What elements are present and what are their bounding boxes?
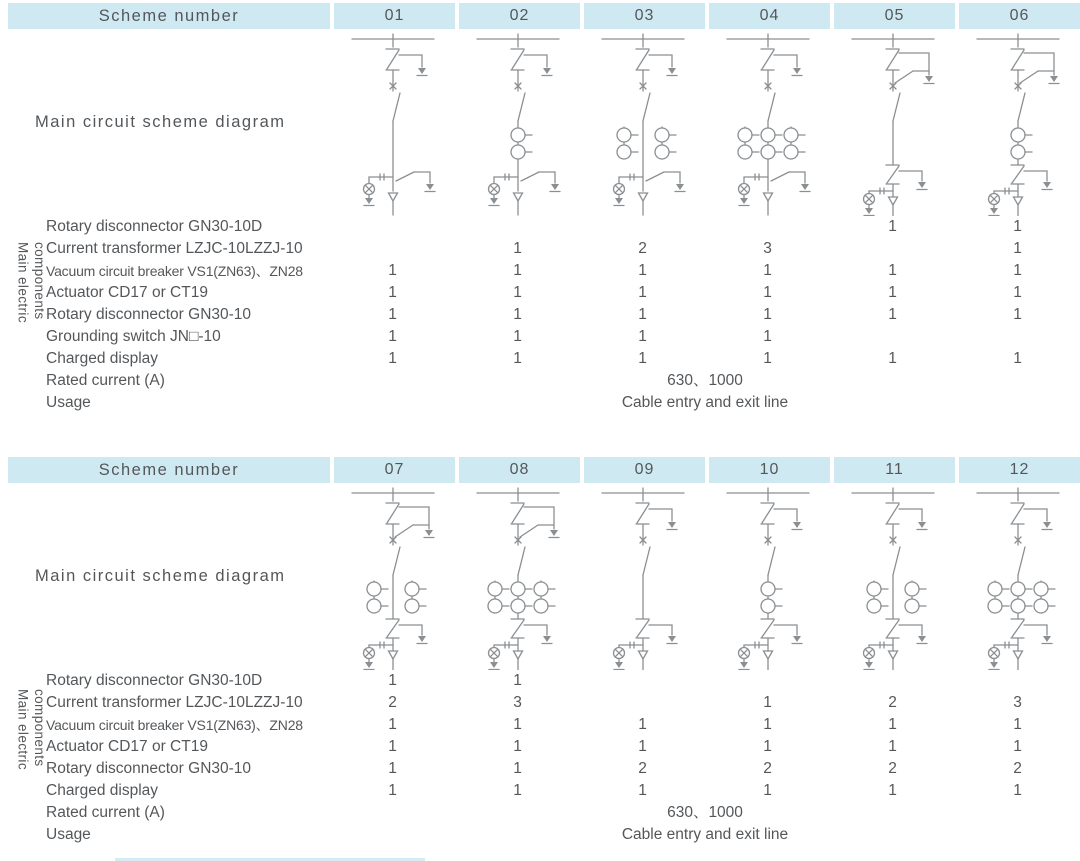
component-count: 1	[763, 716, 772, 733]
main-electric-components-label: Main electric components	[15, 242, 47, 323]
scheme-03-header: 03	[580, 3, 705, 29]
diagram-row-label-cell	[8, 483, 330, 670]
scheme-04-diagram	[705, 29, 830, 216]
component-count: 1	[888, 782, 897, 799]
scheme-10-diagram-cell	[705, 483, 830, 670]
component-count: 2	[888, 694, 897, 711]
component-count: 1	[763, 694, 772, 711]
component-count: 3	[513, 694, 522, 711]
scheme-03-diagram-cell	[580, 29, 705, 216]
component-count: 1	[388, 262, 397, 279]
component-count: 1	[513, 306, 522, 323]
component-count: 1	[1013, 350, 1022, 367]
component-count: 1	[1013, 240, 1022, 257]
component-count: 1	[388, 738, 397, 755]
scheme-12-header: 12	[955, 457, 1080, 483]
scheme-05-diagram-cell	[830, 29, 955, 216]
component-row	[8, 260, 1080, 282]
rated-current-label: Rated current (A)	[46, 372, 165, 389]
rated-current-value: 630、1000	[667, 372, 743, 389]
scheme-01-header: 01	[330, 3, 455, 29]
component-row	[8, 692, 1080, 714]
scheme-01-diagram-cell	[330, 29, 455, 216]
scheme-03-diagram	[580, 29, 705, 216]
component-count: 1	[638, 738, 647, 755]
scheme-07-header: 07	[330, 457, 455, 483]
component-row	[8, 780, 1080, 802]
component-row	[8, 282, 1080, 304]
usage-label: Usage	[46, 394, 91, 411]
scheme-09-header: 09	[580, 457, 705, 483]
scheme-08-diagram	[455, 483, 580, 670]
component-count: 2	[888, 760, 897, 777]
scheme-table-1	[8, 0, 1080, 414]
scheme-08-diagram-cell	[455, 483, 580, 670]
usage-value: Cable entry and exit line	[621, 826, 789, 843]
component-label: Vacuum circuit breaker VS1(ZN63)、ZN28	[46, 717, 303, 733]
usage-value: Cable entry and exit line	[621, 394, 789, 411]
component-count: 1	[513, 760, 522, 777]
usage-row	[8, 392, 1080, 414]
component-count: 1	[888, 262, 897, 279]
component-label: Current transformer LZJC-10LZZJ-10	[46, 694, 303, 711]
component-count: 3	[1013, 694, 1022, 711]
diagram-row	[8, 483, 1080, 670]
main-electric-components-label: Main electric components	[15, 689, 47, 770]
scheme-11-diagram-cell	[830, 483, 955, 670]
scheme-05-header: 05	[830, 3, 955, 29]
component-count: 1	[513, 328, 522, 345]
component-count: 3	[763, 240, 772, 257]
diagram-row-label: Main circuit scheme diagram	[35, 113, 286, 131]
scheme-number-header: Scheme number	[8, 3, 330, 29]
component-count: 2	[763, 760, 772, 777]
component-count	[455, 216, 580, 238]
component-row	[8, 714, 1080, 736]
component-count: 1	[388, 716, 397, 733]
scheme-07-diagram-cell	[330, 483, 455, 670]
rated-current-row	[8, 802, 1080, 824]
component-count: 1	[513, 262, 522, 279]
component-count: 1	[638, 306, 647, 323]
component-count: 1	[763, 306, 772, 323]
usage-label: Usage	[46, 826, 91, 843]
scheme-10-header: 10	[705, 457, 830, 483]
component-count	[955, 670, 1080, 692]
component-count: 1	[388, 350, 397, 367]
component-count	[330, 238, 455, 260]
component-count	[705, 216, 830, 238]
diagram-row-label: Main circuit scheme diagram	[35, 567, 286, 585]
component-count: 1	[513, 284, 522, 301]
component-count: 1	[1013, 262, 1022, 279]
component-count: 1	[388, 328, 397, 345]
component-count: 1	[388, 782, 397, 799]
component-label: Actuator CD17 or CT19	[46, 284, 208, 301]
component-count	[830, 670, 955, 692]
scheme-01-diagram	[330, 29, 455, 216]
scheme-07-diagram	[330, 483, 455, 670]
component-row	[8, 216, 1080, 238]
rated-current-row	[8, 370, 1080, 392]
component-count: 1	[638, 782, 647, 799]
component-label: Rotary disconnector GN30-10	[46, 306, 252, 323]
scheme-table-2	[8, 457, 1080, 846]
component-label: Grounding switch JN□-10	[46, 328, 221, 345]
scheme-09-diagram-cell	[580, 483, 705, 670]
component-count	[580, 216, 705, 238]
component-count: 1	[888, 738, 897, 755]
component-count: 1	[888, 218, 897, 235]
scheme-05-diagram	[830, 29, 955, 216]
scheme-06-header: 06	[955, 3, 1080, 29]
scheme-02-diagram-cell	[455, 29, 580, 216]
component-label: Charged display	[46, 782, 159, 799]
component-count: 1	[638, 262, 647, 279]
component-count: 1	[513, 350, 522, 367]
component-count: 1	[763, 328, 772, 345]
scheme-06-diagram-cell	[955, 29, 1080, 216]
component-count: 1	[513, 240, 522, 257]
component-count: 1	[1013, 716, 1022, 733]
scheme-11-header: 11	[830, 457, 955, 483]
component-count: 1	[1013, 782, 1022, 799]
component-count: 1	[888, 306, 897, 323]
component-count: 1	[1013, 306, 1022, 323]
component-row	[8, 736, 1080, 758]
component-count: 1	[888, 284, 897, 301]
scheme-12-diagram	[955, 483, 1080, 670]
component-count: 1	[888, 350, 897, 367]
usage-row	[8, 824, 1080, 846]
component-count: 1	[388, 760, 397, 777]
component-label: Current transformer LZJC-10LZZJ-10	[46, 240, 303, 257]
component-count: 1	[638, 284, 647, 301]
scheme-02-header: 02	[455, 3, 580, 29]
component-count: 1	[888, 716, 897, 733]
component-count	[330, 216, 455, 238]
component-count	[955, 326, 1080, 348]
component-count	[830, 326, 955, 348]
component-count: 1	[388, 306, 397, 323]
scheme-08-header: 08	[455, 457, 580, 483]
component-row	[8, 348, 1080, 370]
component-count: 1	[388, 672, 397, 689]
component-count: 1	[1013, 218, 1022, 235]
component-label: Actuator CD17 or CT19	[46, 738, 208, 755]
scheme-11-diagram	[830, 483, 955, 670]
component-row	[8, 304, 1080, 326]
component-label: Rotary disconnector GN30-10	[46, 760, 252, 777]
scheme-04-header: 04	[705, 3, 830, 29]
scheme-09-diagram	[580, 483, 705, 670]
rated-current-value: 630、1000	[667, 804, 743, 821]
component-count	[580, 670, 705, 692]
component-count: 1	[763, 782, 772, 799]
component-count: 2	[638, 760, 647, 777]
component-label: Charged display	[46, 350, 159, 367]
component-label: Rotary disconnector GN30-10D	[46, 672, 263, 689]
component-count: 2	[1013, 760, 1022, 777]
scheme-04-diagram-cell	[705, 29, 830, 216]
component-count: 1	[513, 716, 522, 733]
component-count: 2	[388, 694, 397, 711]
component-row	[8, 758, 1080, 780]
component-count: 1	[763, 350, 772, 367]
component-count: 1	[388, 284, 397, 301]
component-count: 1	[763, 262, 772, 279]
component-count: 1	[1013, 284, 1022, 301]
component-count: 1	[638, 716, 647, 733]
component-count: 1	[513, 672, 522, 689]
component-row	[8, 326, 1080, 348]
component-count: 1	[1013, 738, 1022, 755]
scheme-02-diagram	[455, 29, 580, 216]
component-count: 1	[638, 328, 647, 345]
component-count: 1	[763, 284, 772, 301]
table-header-row	[8, 3, 1080, 29]
scheme-12-diagram-cell	[955, 483, 1080, 670]
component-count: 2	[638, 240, 647, 257]
diagram-row	[8, 29, 1080, 216]
component-label: Vacuum circuit breaker VS1(ZN63)、ZN28	[46, 263, 303, 279]
component-row	[8, 670, 1080, 692]
component-row	[8, 238, 1080, 260]
component-count: 1	[513, 738, 522, 755]
component-count: 1	[638, 350, 647, 367]
component-label: Rotary disconnector GN30-10D	[46, 218, 263, 235]
component-count	[705, 670, 830, 692]
component-count	[830, 238, 955, 260]
scheme-number-header: Scheme number	[8, 457, 330, 483]
component-count	[580, 692, 705, 714]
rated-current-label: Rated current (A)	[46, 804, 165, 821]
diagram-row-label-cell	[8, 29, 330, 216]
component-count: 1	[513, 782, 522, 799]
component-count: 1	[763, 738, 772, 755]
table-header-row	[8, 457, 1080, 483]
scheme-06-diagram	[955, 29, 1080, 216]
scheme-10-diagram	[705, 483, 830, 670]
